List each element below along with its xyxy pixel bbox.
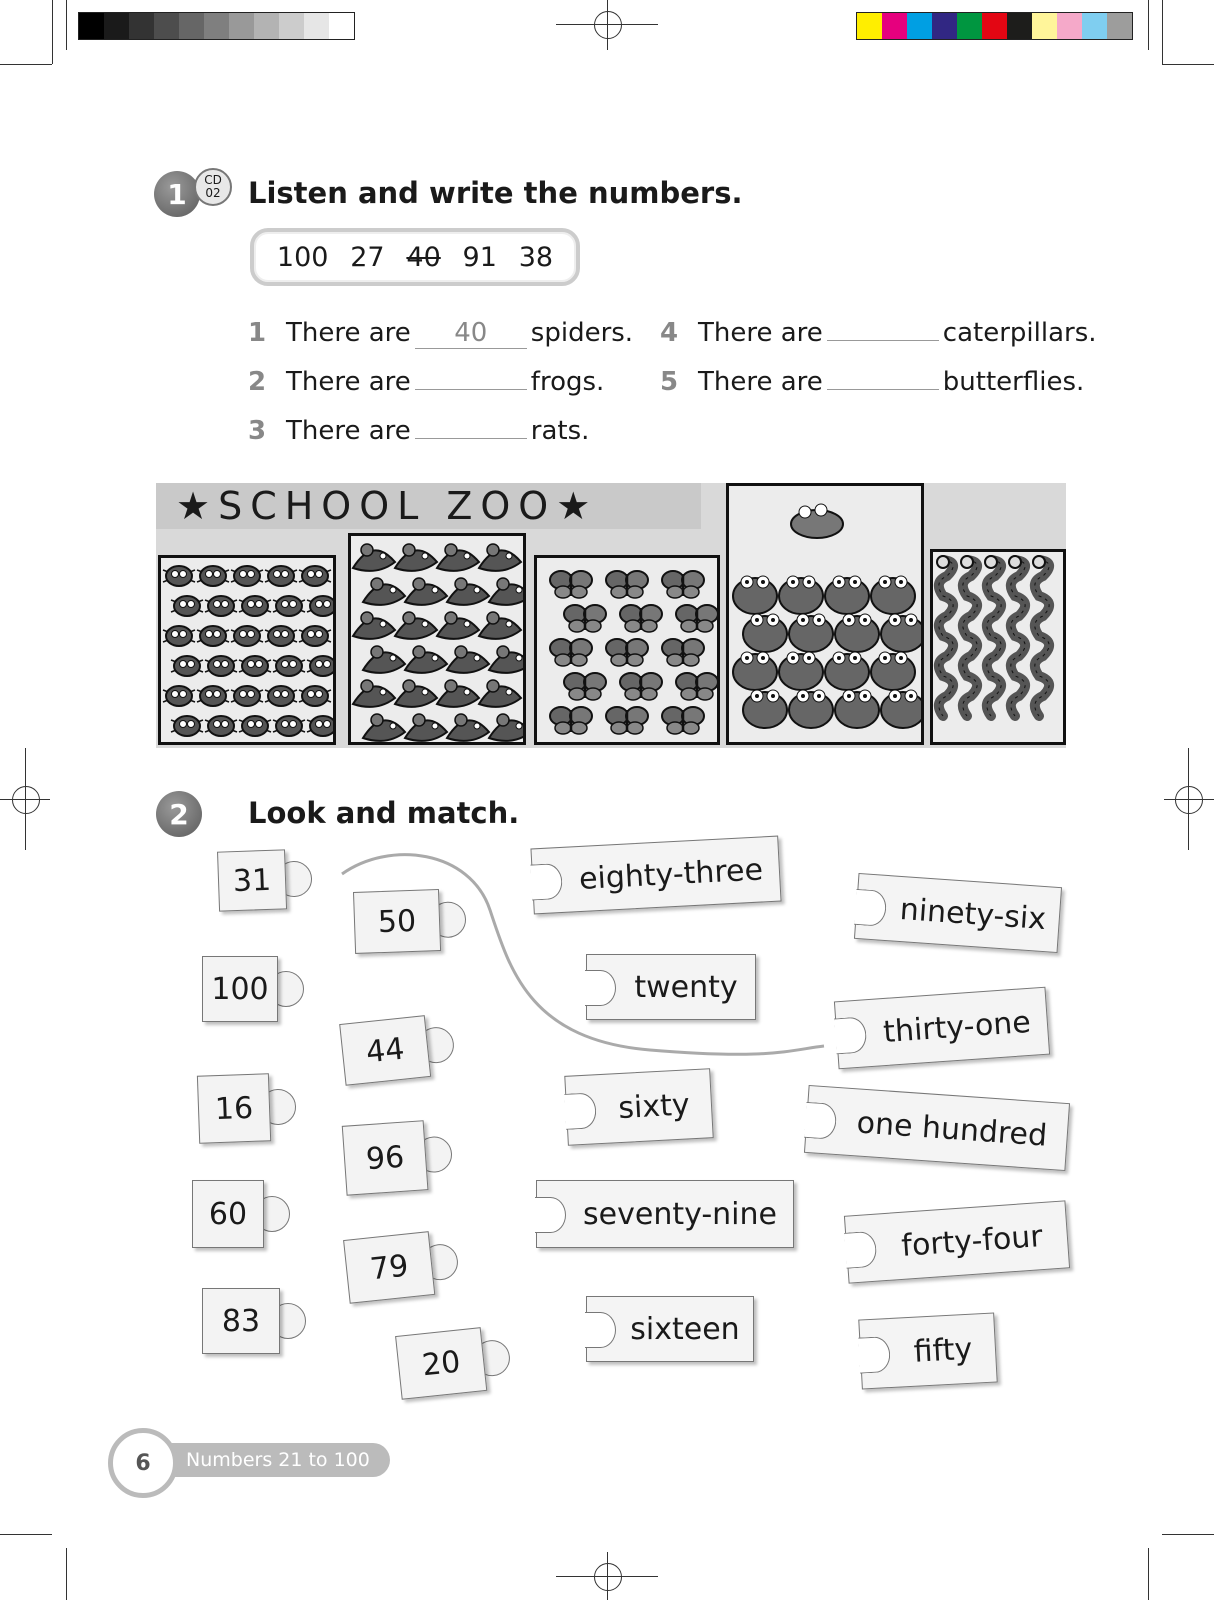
page-number: 6 <box>108 1428 178 1498</box>
exercise-number-badge: 1 <box>154 171 200 217</box>
color-swatch <box>79 13 104 39</box>
caterpillars-cage <box>930 549 1066 745</box>
number-label: 16 <box>197 1073 271 1143</box>
number-label: 50 <box>353 889 441 954</box>
word-label: twenty <box>634 969 738 1005</box>
butterflies-drawing <box>537 558 717 742</box>
word-label: eighty-three <box>578 851 764 897</box>
number-label: 20 <box>395 1327 487 1400</box>
cd-icon <box>194 168 232 206</box>
sentence-tail: spiders. <box>530 318 634 348</box>
number-piece-79[interactable] <box>343 1228 463 1302</box>
sentence-3 <box>248 416 589 446</box>
cd-label-top: CD <box>204 173 222 187</box>
color-swatch <box>982 13 1007 39</box>
puzzle-slot-icon <box>834 1016 867 1054</box>
number-piece-50[interactable] <box>353 888 469 952</box>
number-option: 91 <box>462 241 497 273</box>
school-zoo-illustration <box>156 483 1066 748</box>
number-piece-44[interactable] <box>339 1012 459 1084</box>
answer-blank[interactable] <box>827 389 939 390</box>
color-swatch <box>1057 13 1082 39</box>
puzzle-slot-icon <box>585 1312 616 1348</box>
frogs-drawing <box>729 486 921 742</box>
sentence-4 <box>660 318 1097 348</box>
word-label: fifty <box>912 1331 974 1370</box>
number-piece-83[interactable] <box>202 1288 308 1352</box>
word-label: sixty <box>617 1086 691 1126</box>
puzzle-slot-icon <box>844 1231 877 1269</box>
sentence-lead: There are <box>286 318 411 348</box>
puzzle-slot-icon <box>854 889 887 927</box>
spiders-cage <box>158 555 336 745</box>
sentence-5 <box>660 367 1084 397</box>
sentence-number: 5 <box>660 367 679 397</box>
color-swatch <box>957 13 982 39</box>
sentence-lead: There are <box>698 367 823 397</box>
number-label: 96 <box>342 1120 429 1196</box>
exercise-number-badge-2: 2 <box>156 791 202 837</box>
word-label: seventy-nine <box>583 1196 777 1232</box>
color-swatch <box>204 13 229 39</box>
number-label: 60 <box>192 1180 264 1248</box>
unit-title-bar <box>150 1443 390 1477</box>
word-label: sixteen <box>630 1311 740 1347</box>
number-piece-31[interactable] <box>217 848 315 909</box>
number-label: 44 <box>339 1015 431 1086</box>
exercise-title: Listen and write the numbers. <box>248 176 743 210</box>
color-swatch <box>304 13 329 39</box>
color-swatch <box>1007 13 1032 39</box>
rats-drawing <box>351 536 523 742</box>
color-swatch <box>279 13 304 39</box>
word-piece[interactable] <box>564 1068 713 1146</box>
sentence-number: 1 <box>248 318 267 348</box>
color-swatch <box>129 13 154 39</box>
number-box <box>250 228 580 286</box>
number-piece-96[interactable] <box>342 1118 456 1194</box>
sentence-number: 3 <box>248 416 267 446</box>
word-piece[interactable] <box>854 873 1062 953</box>
number-piece-20[interactable] <box>395 1324 515 1398</box>
exercise-title-2: Look and match. <box>248 796 520 830</box>
puzzle-slot-icon <box>564 1092 597 1130</box>
answer-blank[interactable] <box>415 389 527 390</box>
sentence-1 <box>248 318 633 349</box>
unit-title: Numbers 21 to 100 <box>186 1449 370 1471</box>
color-bar <box>856 12 1133 40</box>
grayscale-bar <box>78 12 355 40</box>
word-piece[interactable] <box>586 1296 754 1362</box>
color-swatch <box>154 13 179 39</box>
word-label: one hundred <box>855 1104 1049 1154</box>
sentence-2 <box>248 367 604 397</box>
color-swatch <box>1032 13 1057 39</box>
puzzle-slot-icon <box>530 863 563 901</box>
rats-cage <box>348 533 526 745</box>
word-piece[interactable] <box>530 836 781 915</box>
color-swatch <box>104 13 129 39</box>
sentence-tail: caterpillars. <box>942 318 1097 348</box>
answer-blank[interactable] <box>415 438 527 439</box>
sentence-lead: There are <box>286 367 411 397</box>
puzzle-slot-icon <box>858 1336 891 1374</box>
answer-blank[interactable] <box>827 340 939 341</box>
number-label: 31 <box>217 849 287 911</box>
number-piece-16[interactable] <box>197 1072 299 1141</box>
word-piece[interactable] <box>586 954 756 1020</box>
word-piece[interactable] <box>858 1312 997 1389</box>
word-piece[interactable] <box>834 987 1050 1070</box>
color-swatch <box>882 13 907 39</box>
number-option: 100 <box>276 241 329 273</box>
answer-blank[interactable]: 40 <box>415 318 527 349</box>
number-option: 38 <box>518 241 554 273</box>
color-swatch <box>907 13 932 39</box>
color-swatch <box>254 13 279 39</box>
color-swatch <box>179 13 204 39</box>
cd-label-bottom: 02 <box>205 186 221 200</box>
number-label: 83 <box>202 1288 280 1354</box>
sentence-tail: rats. <box>530 416 590 446</box>
sentence-tail: butterflies. <box>942 367 1085 397</box>
caterpillars-drawing <box>933 552 1063 742</box>
color-swatch <box>229 13 254 39</box>
word-piece[interactable] <box>536 1180 794 1248</box>
spiders-drawing <box>161 558 333 742</box>
sentence-number: 2 <box>248 367 267 397</box>
color-swatch <box>857 13 882 39</box>
color-swatch <box>1082 13 1107 39</box>
puzzle-slot-icon <box>585 970 616 1006</box>
crossed-out-number: 40 <box>406 241 441 273</box>
word-label: thirty-one <box>882 1004 1032 1050</box>
butterflies-cage <box>534 555 720 745</box>
number-label: 100 <box>202 956 278 1022</box>
puzzle-slot-icon <box>535 1197 566 1233</box>
color-swatch <box>932 13 957 39</box>
sentence-lead: There are <box>698 318 823 348</box>
color-swatch <box>329 13 354 39</box>
number-piece-100[interactable] <box>202 956 306 1020</box>
word-label: ninety-six <box>898 891 1048 937</box>
zoo-banner: ★SCHOOL ZOO★ <box>156 483 701 529</box>
number-piece-60[interactable] <box>192 1180 292 1246</box>
number-option: 27 <box>350 241 385 273</box>
word-label: forty-four <box>900 1218 1044 1264</box>
sentence-tail: frogs. <box>530 367 605 397</box>
sentence-lead: There are <box>286 416 411 446</box>
word-piece[interactable] <box>804 1085 1070 1171</box>
number-label: 79 <box>343 1231 435 1304</box>
sentence-number: 4 <box>660 318 679 348</box>
puzzle-slot-icon <box>804 1102 837 1140</box>
frogs-cage <box>726 483 924 745</box>
color-swatch <box>1107 13 1132 39</box>
word-piece[interactable] <box>844 1200 1070 1283</box>
